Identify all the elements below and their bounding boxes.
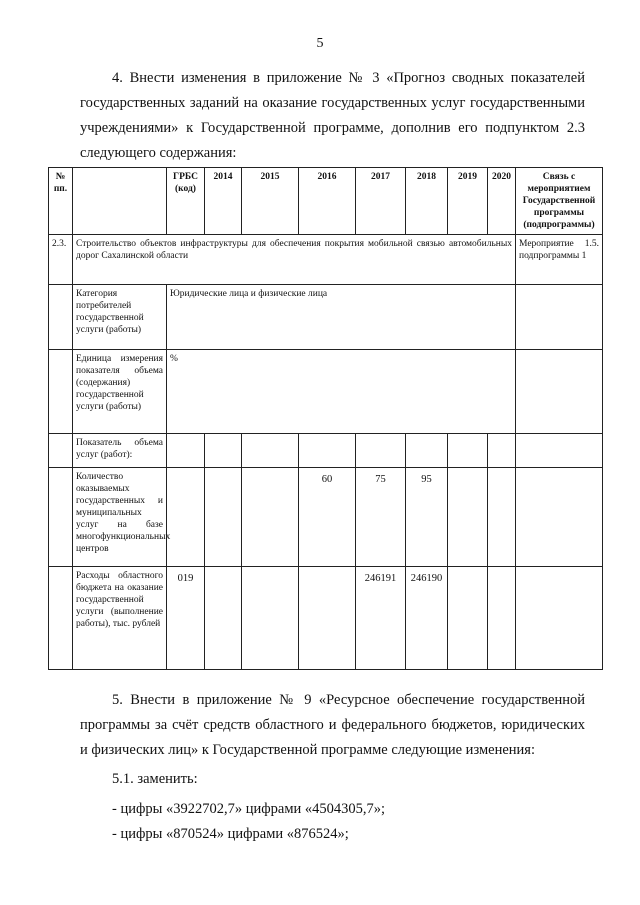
row-label: Расходы областного бюджета на оказание государственной услуги (выполнение работы), тыс. рублей [73,567,167,670]
change-item-1: - цифры «3922702,7» цифрами «4504305,7»; [112,801,386,817]
table-row [49,235,603,285]
cell-grbs: 019 [167,567,205,670]
paragraph-5: 5. Внести в приложение № 9 «Ресурсное обеспечение государственной программы за счёт средств областного и федерального бюджетов, юридических и физических лиц» к Государственной программе следующие изменения: [80,692,585,758]
header-2018: 2018 [406,168,448,235]
header-2019: 2019 [448,168,488,235]
row-label: Категория потребителей государственной услуги (работы) [73,285,167,350]
paragraph-5-1: 5.1. заменить: [112,771,198,787]
cell-2017: 246191 [356,567,406,670]
row-number: 2.3. [49,235,73,285]
table-row [49,434,603,468]
table-row [49,468,603,567]
header-grbs: ГРБС (код) [167,168,205,235]
row-link: Мероприятие 1.5. подпрограммы 1 [516,235,603,285]
cell-2018: 246190 [406,567,448,670]
cell-2016: 60 [299,468,356,567]
cell-2017: 75 [356,468,406,567]
change-item-2: - цифры «870524» цифрами «876524»; [112,826,349,842]
header-2014: 2014 [205,168,242,235]
header-blank [73,168,167,235]
table-row [49,567,603,670]
header-2017: 2017 [356,168,406,235]
header-2015: 2015 [242,168,299,235]
header-2020: 2020 [488,168,516,235]
table-row [49,285,603,350]
table-row [49,350,603,434]
row-value: % [167,350,516,434]
header-2016: 2016 [299,168,356,235]
header-num: № пп. [49,168,73,235]
row-title: Строительство объектов инфраструктуры для обеспечения покрытия мобильной связью автомобильных дорог Сахалинской области [73,235,516,285]
table-header-row [49,168,603,235]
row-value: Юридические лица и физические лица [167,285,516,350]
cell-2018: 95 [406,468,448,567]
header-link: Связь с мероприятием Государственной программы (подпрограммы) [516,168,603,235]
forecast-table [48,167,603,670]
row-label: Количество оказываемых государственных и муниципальных услуг на базе многофункциональных центров [73,468,167,567]
paragraph-4: 4. Внести изменения в приложение № 3 «Прогноз сводных показателей государственных заданий на оказание государственных услуг государственными учреждениями» к Государственной программе, дополнив его подпунктом 2.3 следующего содержания: [80,70,585,161]
page-number: 5 [316,36,324,51]
row-label: Единица измерения показателя объема (содержания) государственной услуги (работы) [73,350,167,434]
row-label: Показатель объема услуг (работ): [73,434,167,468]
